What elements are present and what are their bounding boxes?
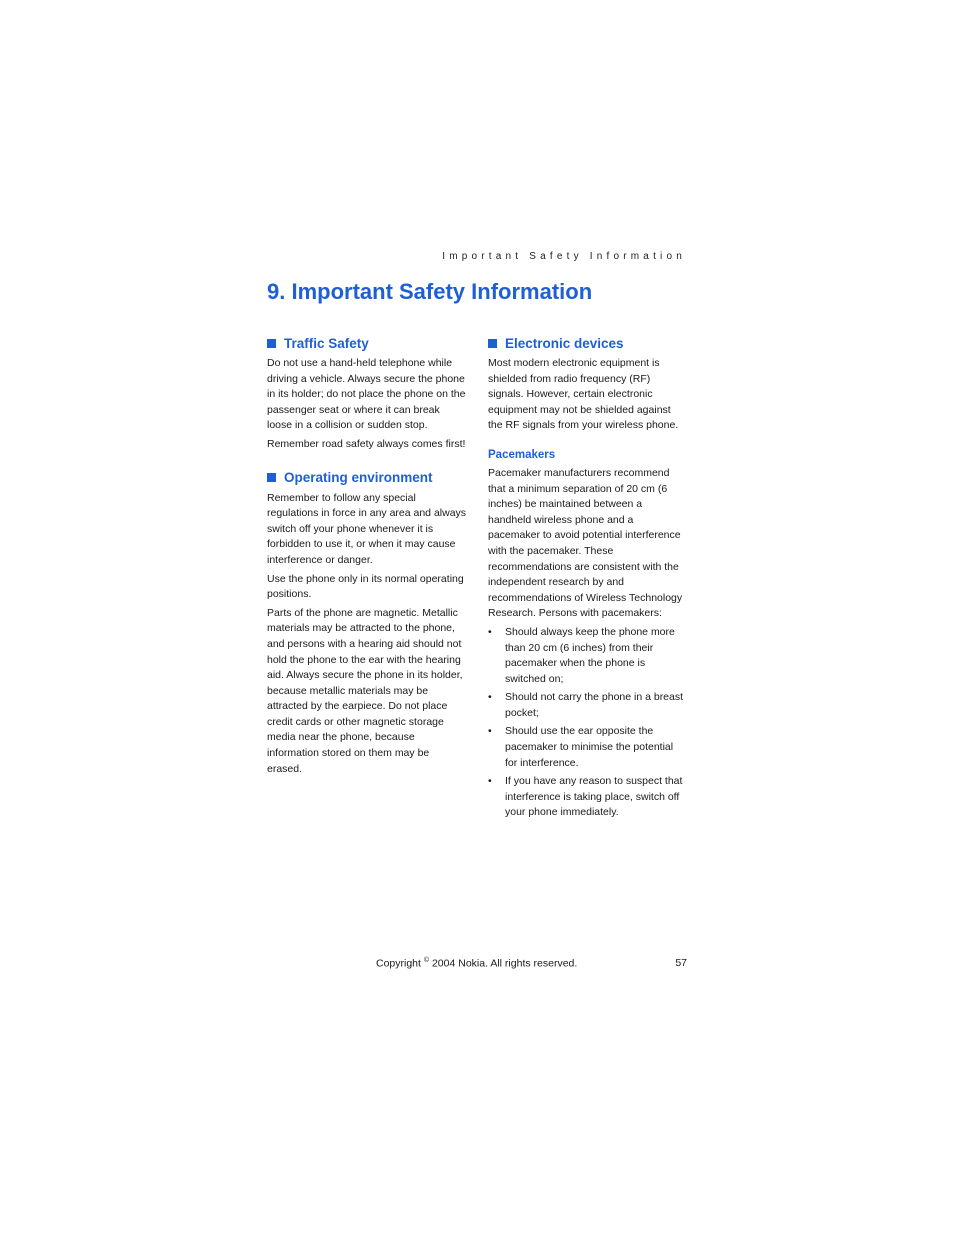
chapter-title: 9. Important Safety Information [267,279,593,304]
traffic-safety-heading [267,334,467,352]
traffic-safety-paragraph-1: Do not use a hand-held telephone while driving a vehicle. Always secure the phone in its holder; do not place the phone on the passenger seat or where it can break loose in a collision or sudden stop. [267,357,466,432]
section-square-icon [488,339,497,348]
copyright-symbol: © [423,957,430,964]
pacemakers-heading: Pacemakers [488,448,556,461]
pacemakers-bullet-list [488,625,688,821]
list-item: • If you have any reason to suspect that interference is taking place, switch off your phone immediately. [488,775,683,819]
operating-environment-paragraph-1: Remember to follow any special regulations in force in any area and always switch off your phone whenever it is forbidden to use it, or when it may cause interference or danger. [267,491,467,566]
right-column [488,334,688,824]
operating-environment-paragraph-3: Parts of the phone are magnetic. Metallic materials may be attracted to the phone, and persons with a hearing aid should not hold the phone to the ear with the hearing aid. Always secure the phone in its holder, because metallic materials may be attracted by the earpiece. Do not place credit cards or other magnetic storage media near the phone, because information stored on them may be erased. [267,606,463,775]
list-item: • Should not carry the phone in a breast pocket; [488,691,684,719]
traffic-safety-heading-text: Traffic Safety [284,335,369,351]
left-column [267,334,467,777]
operating-environment-heading [267,469,467,487]
bullet-icon: • [488,691,492,704]
pacemakers-paragraph: Pacemaker manufacturers recommend that a minimum separation of 20 cm (6 inches) be maintained between a handheld wireless phone and a pacemaker to avoid potential interference with the pacemaker. These recommendations are consistent with the independent research by and recommendations of Wireless Technology Research. Persons with pacemakers: [488,466,683,620]
page-footer [376,957,687,970]
electronic-devices-heading [488,334,688,352]
section-square-icon [267,339,276,348]
electronic-devices-paragraph: Most modern electronic equipment is shielded from radio frequency (RF) signals. However, certain electronic equipment may not be shielded against the RF signals from your wireless phone. [488,357,679,432]
list-item: • Should always keep the phone more than 20 cm (6 inches) from their pacemaker when the phone is switched on; [488,625,675,685]
section-square-icon [267,473,276,482]
running-header: Important Safety Information [442,251,686,262]
page-number: 57 [675,957,687,969]
operating-environment-paragraph-2: Use the phone only in its normal operating positions. [267,572,464,601]
bullet-icon: • [488,775,492,788]
copyright-notice: Copyright © 2004 Nokia. All rights reserved. [376,957,578,970]
list-item: • Should use the ear opposite the pacemaker to minimise the potential for interference. [488,725,674,769]
traffic-safety-paragraph-2: Remember road safety always comes first! [267,437,466,450]
operating-environment-heading-text: Operating environment [284,470,433,486]
bullet-icon: • [488,625,492,638]
electronic-devices-heading-text: Electronic devices [505,335,624,351]
bullet-icon: • [488,725,492,738]
